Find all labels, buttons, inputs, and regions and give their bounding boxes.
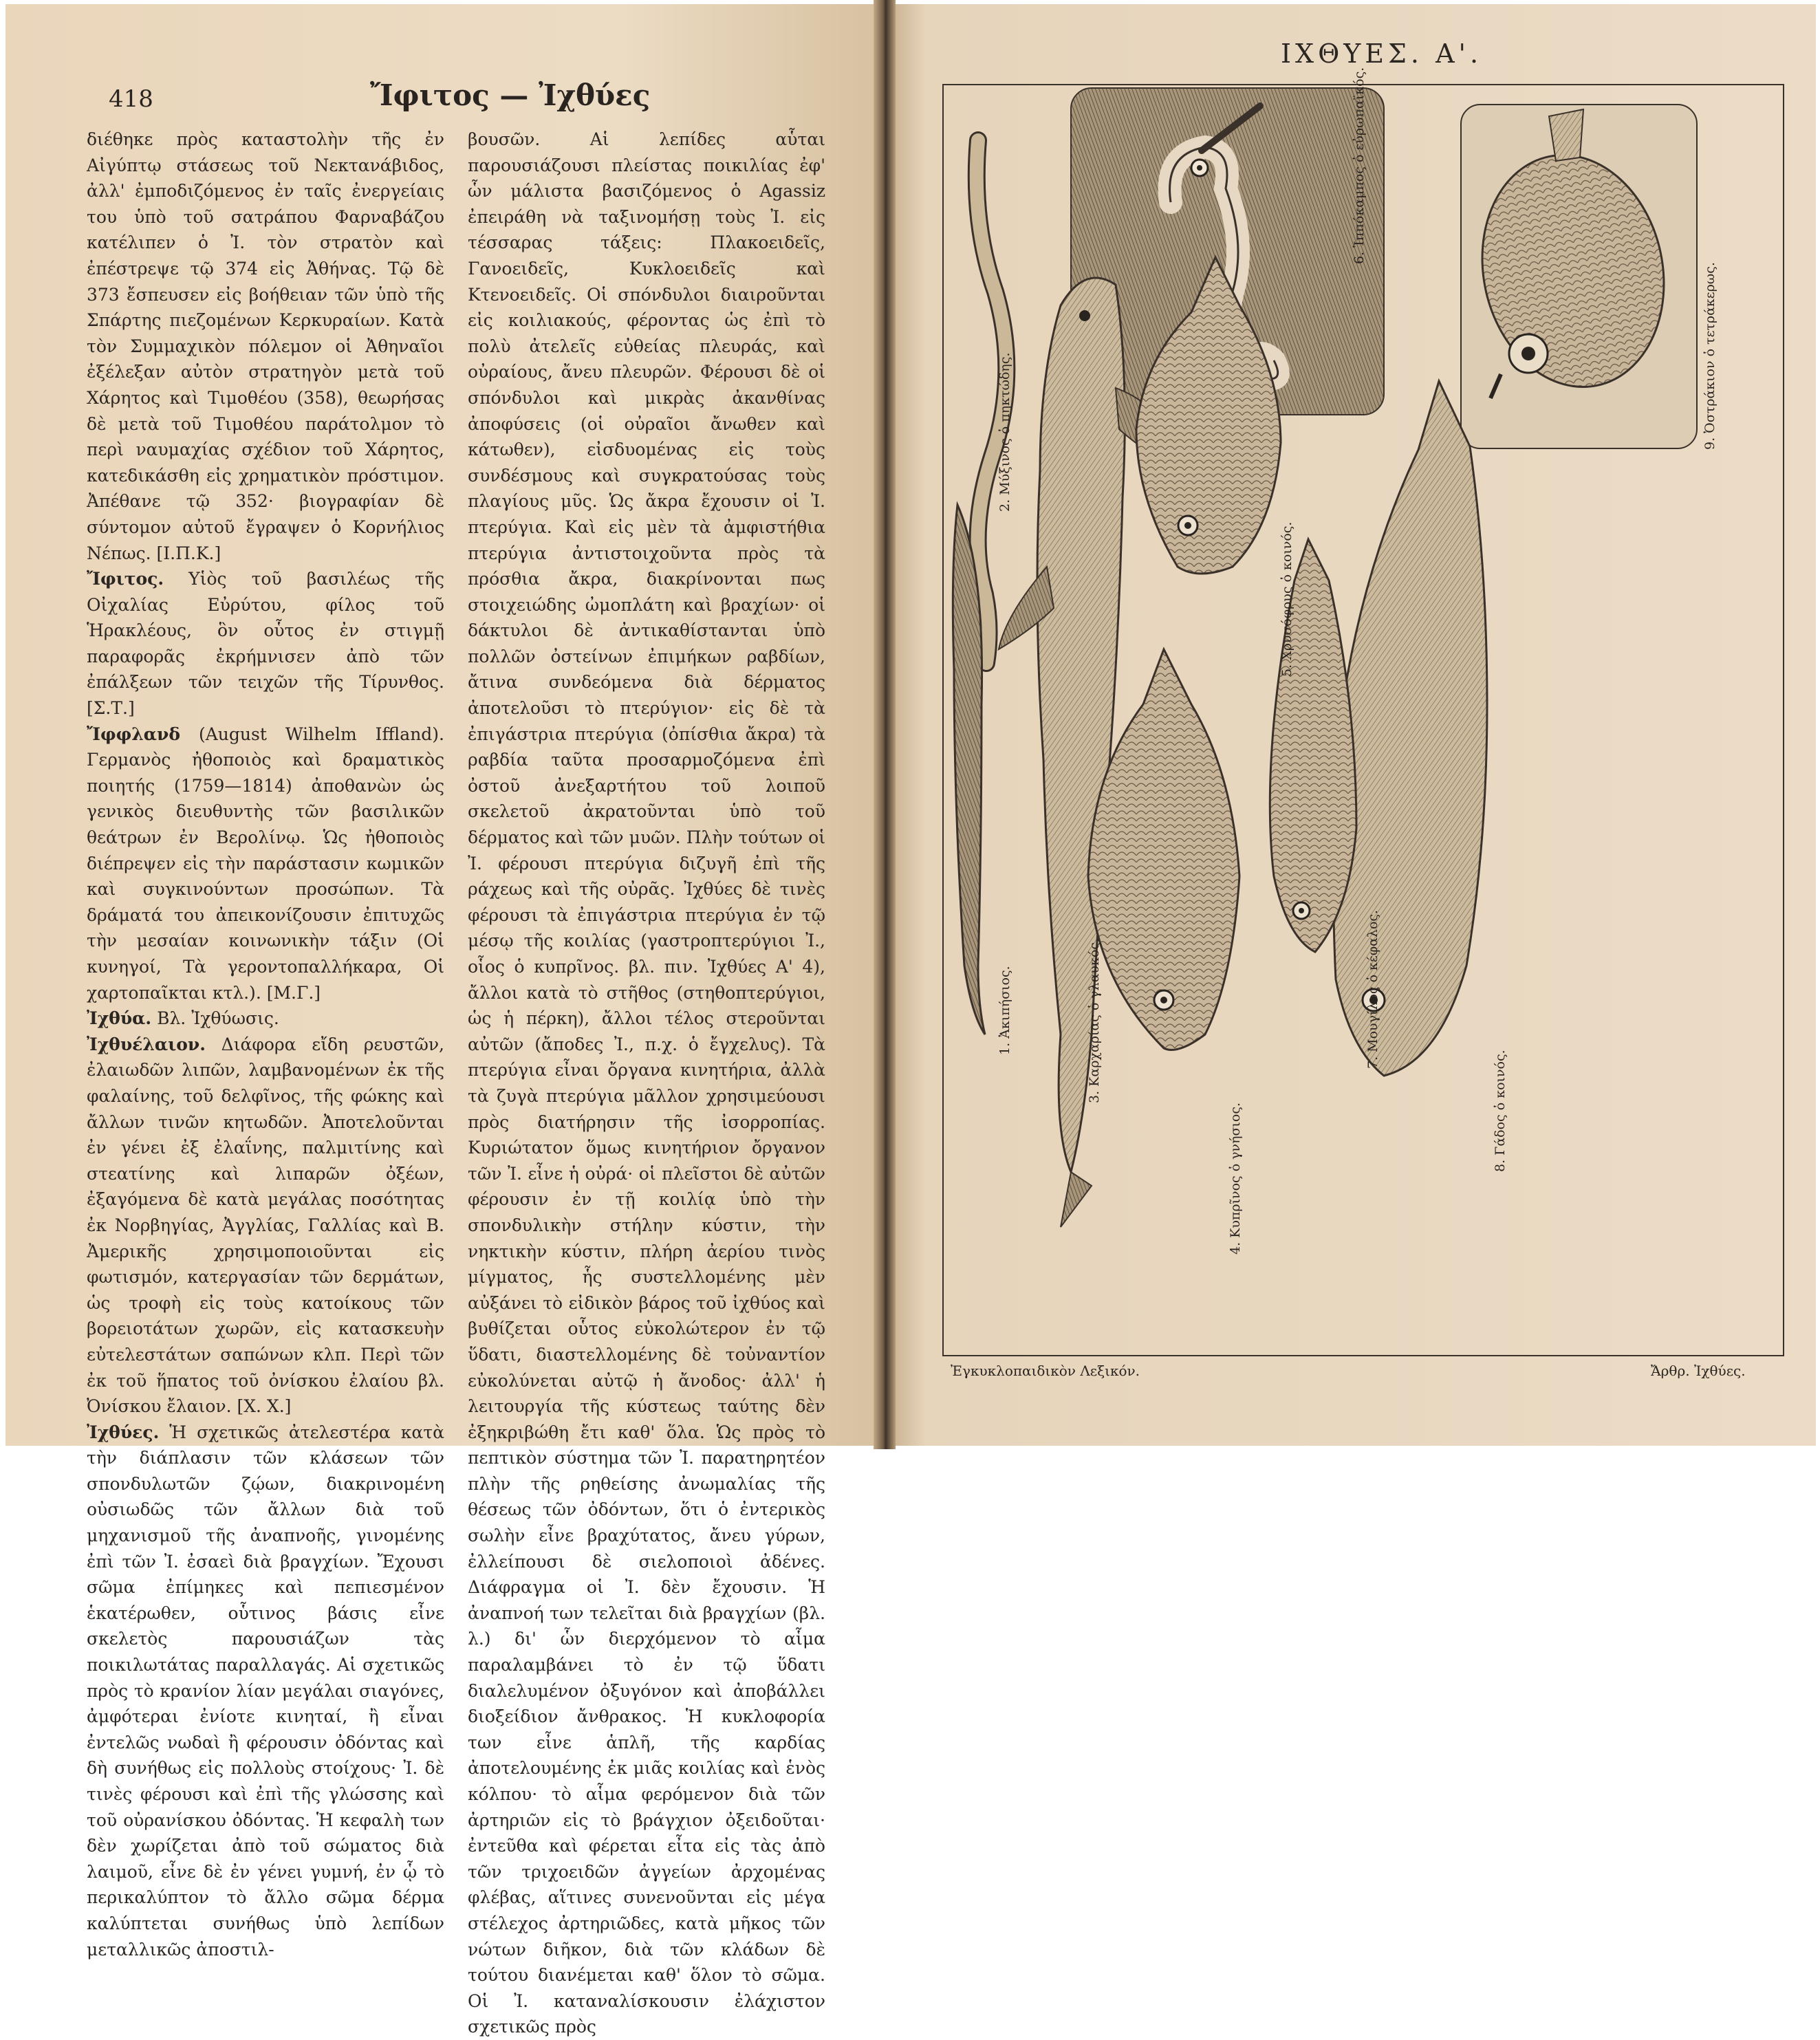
entry-text: Βλ. Ἰχθύωσις. <box>151 1008 279 1029</box>
plate-frame <box>942 67 1784 1356</box>
caption-6: 6. Ἱππόκαμπος ὁ εὐρωπαϊκός. <box>1352 67 1367 264</box>
caption-2: 2. Μύξινος ὁ πηκτώδης. <box>997 352 1012 512</box>
plate-footer-right: Ἄρθρ. Ἰχθύες. <box>1651 1363 1746 1379</box>
entry-iphitos <box>87 566 444 721</box>
headword: Ἰχθύα. <box>87 1008 152 1029</box>
plate-title: ΙΧΘΥΕΣ. Α'. <box>1281 39 1483 69</box>
headword: Ἴφιτος. <box>87 569 164 589</box>
plate-footer-left: Ἐγκυκλοπαιδικὸν Λεξικόν. <box>951 1363 1140 1379</box>
book-gutter <box>874 0 896 1449</box>
text-column-right <box>468 127 825 2037</box>
boxfish-illustration <box>1461 105 1697 448</box>
entry-text: (August Wilhelm Iffland). Γερμανὸς ἠθοποιὸς καὶ δραματικὸς ποιητής (1759—1814) ἀποθανὼν ὡς γενικὸς διευθυντὴς τῶν βασιλικῶν θεάτρων ἐν Βερολίνῳ. Ὡς ἠθοποιὸς διέπρεψεν εἰς τὴν παράστασιν κωμικῶν καὶ συγκινούντων προσώπων. Τὰ δράματά του ἀπεικονίζουσιν ἐπιτυχῶς τὴν μεσαίαν κοινωνικὴν τάξιν (Οἱ κυνηγοί, Τὰ γεροντοπαλλήκαρα, Οἱ χαρτοπαῖκται κτλ.). [Μ.Γ.] <box>87 724 444 1003</box>
headword: Ἰχθύες. <box>87 1422 160 1442</box>
running-head: Ἴφιτος — Ἰχθύες <box>370 78 651 112</box>
text-column-left <box>87 127 444 1960</box>
caption-9: 9. Ὀστράκιον ὁ τετράκερως. <box>1702 262 1718 450</box>
paragraph: διέθηκε πρὸς καταστολὴν τῆς ἐν Αἰγύπτῳ στάσεως τοῦ Νεκτανάβιδος, ἀλλ' ἐμποδιζόμενος ἐν ταῖς ἐνεργείαις του ὑπὸ τοῦ σατράπου Φαρναβάζου κατέλιπεν ὁ Ἰ. τὸν στρατὸν καὶ ἐπέστρεψε τῷ 374 εἰς Ἀθήνας. Τῷ δὲ 373 ἔσπευσεν εἰς βοήθειαν τῶν ὑπὸ τῆς Σπάρτης πιεζομένων Κερκυραίων. Κατὰ τὸν Συμμαχικὸν πόλεμον οἱ Ἀθηναῖοι ἐξέλεξαν αὐτὸν στρατηγὸν μετὰ τοῦ Χάρητος καὶ Τιμοθέου (358), θεωρήσας δὲ μετὰ τοῦ Τιμοθέου παράτολμον τὸ περὶ ναυμαχίας σχέδιον τοῦ Χάρητος, κατεδικάσθη εἰς χρηματικὸν πρόστιμον. Ἀπέθανε τῷ 352· βιογραφίαν δὲ σύντομον αὐτοῦ ἔγραψεν ὁ Κορνήλιος Νέπως. [Ι.Π.Κ.] <box>87 129 444 563</box>
caption-3: 3. Καρχαρίας ὁ γλαυκός. <box>1087 937 1102 1103</box>
entry-ichthyes <box>87 1420 444 1962</box>
entry-text: Υἱὸς τοῦ βασιλέως τῆς Οἰχαλίας Εὐρύτου, φίλος τοῦ Ἡρακλέους, ὃν οὗτος ἐν στιγμῇ παραφορᾶς ἐκρήμνισεν ἀπὸ τῶν ἐπάλξεων τῶν τειχῶν τῆς Τίρυνθος. [Σ.Τ.] <box>87 569 444 719</box>
entry-text: Ἡ σχετικῶς ἀτελεστέρα κατὰ τὴν διάπλασιν τῶν κλάσεων τῶν σπονδυλωτῶν ζῴων, διακρινομένη οὐσιωδῶς τῶν ἄλλων διὰ τοῦ μηχανισμοῦ τῆς ἀναπνοῆς, γινομένης ἐπὶ τῶν Ἰ. ἐσαεὶ διὰ βραγχίων. Ἔχουσι σῶμα ἐπίμηκες καὶ πεπιεσμένον ἑκατέρωθεν, οὗτινος βάσις εἶνε σκελετὸς παρουσιάζων τὰς ποικιλωτάτας παραλλαγάς. Αἱ σχετικῶς πρὸς τὸ κρανίον λίαν μεγάλαι σιαγόνες, ἀμφότεραι ἐνίοτε κινηταί, ἢ εἶναι ἐντελῶς νωδαὶ ἢ φέρουσιν ὀδόντας καὶ δὴ συνήθως εἰς πολλοὺς στοίχους· Ἰ. δὲ τινὲς φέρουσι καὶ ἐπὶ τῆς γλώσσης καὶ τοῦ οὐρανίσκου ὀδόντας. Ἡ κεφαλὴ των δὲν χωρίζεται ἀπὸ τοῦ σώματος διὰ λαιμοῦ, εἶνε δὲ ἐν γένει γυμνή, ἐν ᾧ τὸ περικαλύπτον τὸ ἄλλο σῶμα δέρμα καλύπτεται συνήθως ὑπὸ λεπίδων μεταλλικῶς ἀποστιλ- <box>87 1422 444 1960</box>
caption-7: 7. Μουγίλος ὁ κέφαλος. <box>1365 909 1380 1069</box>
right-page-plate <box>889 4 1816 1446</box>
left-page <box>6 4 883 2037</box>
caption-8: 8. Γάδος ὁ κοινός. <box>1493 1050 1508 1172</box>
fish-plate-engraving <box>944 67 1783 1355</box>
caption-5: 5. Χρυσόφρυς ὁ κοινός. <box>1279 521 1294 677</box>
entry-text: Διάφορα εἴδη ρευστῶν, ἐλαιωδῶν λιπῶν, λαμβανομένων ἐκ τῆς φαλαίνης, τοῦ δελφῖνος, τῆς φώκης καὶ ἄλλων τινῶν κητωδῶν. Ἀποτελοῦνται ἐν γένει ἐξ ἐλαΐνης, παλμιτίνης καὶ στεατίνης καὶ λιπαρῶν ὀξέων, ἐξαγόμενα δὲ κατὰ μεγάλας ποσότητας ἐκ Νορβηγίας, Ἀγγλίας, Γαλλίας καὶ Β. Ἀμερικῆς χρησιμοποιοῦνται εἰς φωτισμόν, κατεργασίαν τῶν δερμάτων, ὡς τροφὴ εἰς τοὺς κατοίκους τῶν βορειοτάτων χωρῶν, εἰς κατασκευὴν εὐτελεστάτων σαπώνων κλπ. Περὶ τῶν ἐκ τοῦ ἥπατος τοῦ ὀνίσκου ἐλαίου βλ. Ὀνίσκου ἔλαιον. [Χ. Χ.] <box>87 1034 444 1417</box>
entry-ichthyelaion <box>87 1032 444 1420</box>
cod-illustration <box>1334 381 1487 1076</box>
entry-iffland <box>87 721 444 1006</box>
page-header <box>109 78 845 120</box>
caption-1: 1. Ἀκιπήσιος. <box>997 966 1012 1055</box>
headword: Ἰχθυέλαιον. <box>87 1034 206 1054</box>
paragraph: βουσῶν. Αἱ λεπίδες αὗται παρουσιάζουσι πλείστας ποικιλίας ἐφ' ὧν μάλιστα βασιζόμενος ὁ Agassiz ἐπειράθη νὰ ταξινομήσῃ τοὺς Ἰ. εἰς τέσσαρας τάξεις: Πλακοειδεῖς, Γανοειδεῖς, Κυκλοειδεῖς καὶ Κτενοειδεῖς. Οἱ σπόνδυλοι διαιροῦνται εἰς κοιλιακούς, φέροντας ὡς ἐπὶ τὸ πολὺ ἀτελεῖς εὐθείας πλευράς, καὶ οὐραίους, ἄνευ πλευρῶν. Φέρουσι δὲ οἱ σπόνδυλοι καὶ μικρὰς ἀκανθίνας ἀποφύσεις (οἱ οὐραῖοι ἄνωθεν καὶ κάτωθεν), εἰσδυομένας εἰς τοὺς συνδέσμους καὶ συγκρατούσας τοὺς πλαγίους μῦς. Ὡς ἄκρα ἔχουσιν οἱ Ἰ. πτερύγια. Καὶ εἰς μὲν τὰ ἀμφιστήθια πτερύγια ἀντιστοιχοῦντα πρὸς τὰ πρόσθια ἄκρα, διακρίνονται πως στοιχειώδης ὠμοπλάτη καὶ βραχίων· οἱ δάκτυλοι δὲ ἀντικαθίστανται ὑπὸ πολλῶν ὀστείνων ἐπιμήκων ραβδίων, ἄτινα συνδεόμενα διὰ δέρματος ἀποτελοῦσι τὸ πτερύγιον· εἰς δὲ τὰ ἐπιγάστρια πτερύγια (ὀπίσθια ἄκρα) τὰ ραβδία ταῦτα προσαρμοζόμενα ἐπὶ ὀστοῦ ἀνεξαρτήτου τοῦ λοιποῦ σκελετοῦ ἀκρατοῦνται ὑπὸ τοῦ δέρματος καὶ τῶν μυῶν. Πλὴν τούτων οἱ Ἰ. φέρουσι πτερύγια διζυγῆ ἐπὶ τῆς ράχεως καὶ τῆς οὐρᾶς. Ἰχθύες δὲ τινὲς φέρουσι τὰ ἐπιγάστρια πτερύγια ἐν τῷ μέσῳ τῆς κοιλίας (γαστροπτερύγιοι Ἰ., οἷος ὁ κυπρῖνος. βλ. πιν. Ἰχθύες Α' 4), ἄλλοι κατὰ τὸ στῆθος (στηθοπτερύγιοι, ὡς ἡ πέρκη), ἄλλοι τέλος στεροῦνται αὐτῶν (ἄποδες Ἰ., π.χ. ὁ ἔγχελυς). Τὰ πτερύγια εἶναι ὄργανα κινητήρια, ἀλλὰ τὰ ζυγὰ πτερύγια μᾶλλον χρησιμεύουσι πρὸς διατήρησιν τῆς ἰσορροπίας. Κυριώτατον ὅμως κινητήριον ὄργανον τῶν Ἰ. εἶνε ἡ οὐρά· οἱ πλεῖστοι δὲ αὐτῶν φέρουσιν ἐν τῇ κοιλίᾳ ὑπὸ τὴν σπονδυλικὴν στήλην κύστιν, τὴν νηκτικὴν κύστιν, πλήρη ἀερίου τινὸς μίγματος, ἧς συστελλομένης μὲν αὐξάνει τὸ εἰδικὸν βάρος τοῦ ἰχθύος καὶ βυθίζεται οὗτος εὐκολώτερον ἐν τῷ ὕδατι, διαστελλομένης δὲ τοὐναντίον εὐκολύνεται αὐτῷ ἡ ἄνοδος· ἀλλ' ἡ λειτουργία τῆς κύστεως ταύτης δὲν ἐξηκριβώθη ἔτι καθ' ὅλα. Ὡς πρὸς τὸ πεπτικὸν σύστημα τῶν Ἰ. παρατηρητέον πλὴν τῆς ρηθείσης ἀνωμαλίας τῆς θέσεως τῶν ὀδόντων, ὅτι ὁ ἐντερικὸς σωλὴν εἶνε βραχύτατος, ἄνευ γύρων, ἐλλείπουσι δὲ σιελοποιοὶ ἀδένες. Διάφραγμα οἱ Ἰ. δὲν ἔχουσιν. Ἡ ἀναπνοή των τελεῖται διὰ βραγχίων (βλ. λ.) δι' ὧν διερχόμενον τὸ αἷμα παραλαμβάνει τὸ ἐν τῷ ὕδατι διαλελυμένον ὀξυγόνον καὶ ἀποβάλλει διοξείδιον ἄνθρακος. Ἡ κυκλοφορία των εἶνε ἁπλῆ, τῆς καρδίας ἀποτελουμένης ἐκ μιᾶς κοιλίας καὶ ἑνὸς κόλπου· τὸ αἷμα φερόμενον διὰ τῶν ἀρτηριῶν εἰς τὸ βράγχιον ὀξειδοῦται· ἐντεῦθα καὶ φέρεται εἶτα εἰς τὰς ἀπὸ τῶν τριχοειδῶν ἀγγείων ἀρχομένας φλέβας, αἵτινες συνενοῦνται εἰς μέγα στέλεχος ἀρτηριῶδες, κατὰ μῆκος τῶν νώτων διῆκον, διὰ τῶν κλάδων δὲ τούτου διανέμεται καθ' ὅλον τὸ σῶμα. Οἱ Ἰ. καταναλίσκουσιν ἐλάχιστον σχετικῶς πρὸς <box>468 129 825 2037</box>
caption-4: 4. Κυπρῖνος ὁ γνήσιος. <box>1228 1103 1243 1255</box>
entry-ichthya <box>87 1006 444 1032</box>
page-number: 418 <box>109 85 153 113</box>
headword: Ἴφφλανδ <box>87 724 180 744</box>
